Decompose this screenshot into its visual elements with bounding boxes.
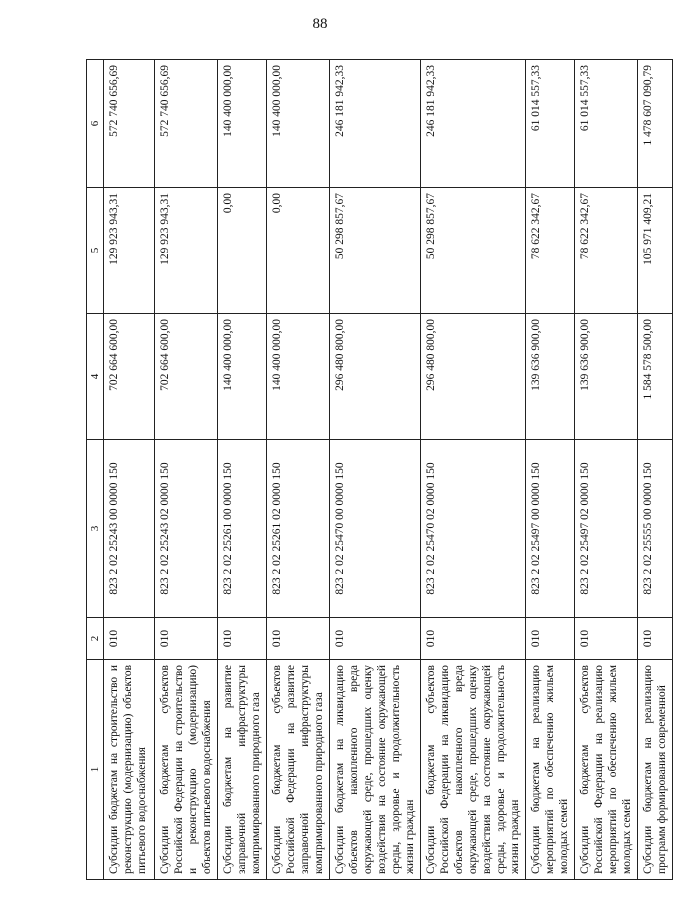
row-plan-amount: 139 636 900,00 <box>526 314 575 440</box>
row-budget-code: 823 2 02 25470 00 0000 150 <box>330 440 421 618</box>
row-plan-amount: 702 664 600,00 <box>104 314 155 440</box>
row-remaining-amount: 1 478 607 090,79 <box>638 60 673 188</box>
row-plan-amount: 140 400 000,00 <box>218 314 267 440</box>
row-admin-code: 010 <box>526 618 575 660</box>
row-remaining-amount: 572 740 656,69 <box>155 60 218 188</box>
row-budget-code: 823 2 02 25497 02 0000 150 <box>575 440 638 618</box>
header-col-1: 1 <box>87 660 104 880</box>
table-row <box>526 60 575 880</box>
header-col-4: 4 <box>87 314 104 440</box>
table-row <box>267 60 330 880</box>
row-remaining-amount: 140 400 000,00 <box>267 60 330 188</box>
row-name: Субсидии бюджетам на строительство и реконструкцию (модернизацию) объектов питьевого водоснабжения <box>104 660 155 880</box>
table-row <box>218 60 267 880</box>
row-name: Субсидии бюджетам субъектов Российской Федерации на реализацию мероприятий по обеспечению жильем молодых семей <box>575 660 638 880</box>
row-name: Субсидии бюджетам субъектов Российской Федерации на развитие заправочной инфраструктуры компримированного природного газа <box>267 660 330 880</box>
row-remaining-amount: 246 181 942,33 <box>421 60 526 188</box>
table-row <box>155 60 218 880</box>
row-name: Субсидии бюджетам на реализацию мероприятий по обеспечению жильем молодых семей <box>526 660 575 880</box>
row-plan-amount: 1 584 578 500,00 <box>638 314 673 440</box>
header-col-5: 5 <box>87 188 104 314</box>
row-name: Субсидии бюджетам субъектов Российской Федерации на ликвидацию объектов накопленного вреда окружающей среде, прошедших оценку воздействия на состояние окружающей среды, здоровье и продолжительность жизни граждан <box>421 660 526 880</box>
header-col-2: 2 <box>87 618 104 660</box>
row-remaining-amount: 61 014 557,33 <box>526 60 575 188</box>
table-row <box>421 60 526 880</box>
row-executed-amount: 129 923 943,31 <box>155 188 218 314</box>
budget-subsidies-table <box>86 59 673 880</box>
row-name: Субсидии бюджетам субъектов Российской Федерации на строительство и реконструкцию (модернизацию) объектов питьевого водоснабжения <box>155 660 218 880</box>
row-admin-code: 010 <box>155 618 218 660</box>
row-plan-amount: 296 480 800,00 <box>421 314 526 440</box>
row-plan-amount: 140 400 000,00 <box>267 314 330 440</box>
row-executed-amount: 78 622 342,67 <box>575 188 638 314</box>
table-row <box>575 60 638 880</box>
table-header-row <box>87 60 104 880</box>
row-budget-code: 823 2 02 25243 02 0000 150 <box>155 440 218 618</box>
row-executed-amount: 0,00 <box>267 188 330 314</box>
row-admin-code: 010 <box>218 618 267 660</box>
row-budget-code: 823 2 02 25470 02 0000 150 <box>421 440 526 618</box>
row-name: Субсидии бюджетам на реализацию программ формирования современной <box>638 660 673 880</box>
row-budget-code: 823 2 02 25261 02 0000 150 <box>267 440 330 618</box>
row-name: Субсидии бюджетам на развитие заправочной инфраструктуры компримированного природного газа <box>218 660 267 880</box>
row-plan-amount: 702 664 600,00 <box>155 314 218 440</box>
row-remaining-amount: 246 181 942,33 <box>330 60 421 188</box>
rotated-table-frame <box>86 60 668 880</box>
table-row <box>104 60 155 880</box>
row-admin-code: 010 <box>421 618 526 660</box>
row-budget-code: 823 2 02 25555 00 0000 150 <box>638 440 673 618</box>
table-row <box>638 60 673 880</box>
row-remaining-amount: 61 014 557,33 <box>575 60 638 188</box>
table-row <box>330 60 421 880</box>
row-budget-code: 823 2 02 25261 00 0000 150 <box>218 440 267 618</box>
row-admin-code: 010 <box>104 618 155 660</box>
row-plan-amount: 139 636 900,00 <box>575 314 638 440</box>
row-executed-amount: 105 971 409,21 <box>638 188 673 314</box>
header-col-3: 3 <box>87 440 104 618</box>
row-executed-amount: 50 298 857,67 <box>330 188 421 314</box>
row-admin-code: 010 <box>267 618 330 660</box>
row-remaining-amount: 140 400 000,00 <box>218 60 267 188</box>
row-executed-amount: 78 622 342,67 <box>526 188 575 314</box>
row-plan-amount: 296 480 800,00 <box>330 314 421 440</box>
row-executed-amount: 0,00 <box>218 188 267 314</box>
page-number: 88 <box>312 16 328 32</box>
row-executed-amount: 50 298 857,67 <box>421 188 526 314</box>
rotated-table-container <box>86 60 668 880</box>
row-admin-code: 010 <box>330 618 421 660</box>
row-budget-code: 823 2 02 25243 00 0000 150 <box>104 440 155 618</box>
row-remaining-amount: 572 740 656,69 <box>104 60 155 188</box>
row-executed-amount: 129 923 943,31 <box>104 188 155 314</box>
row-budget-code: 823 2 02 25497 00 0000 150 <box>526 440 575 618</box>
row-name: Субсидии бюджетам на ликвидацию объектов накопленного вреда окружающей среде, прошедших оценку воздействия на состояние окружающей среды, здоровье и продолжительность жизни граждан <box>330 660 421 880</box>
row-admin-code: 010 <box>638 618 673 660</box>
row-admin-code: 010 <box>575 618 638 660</box>
header-col-6: 6 <box>87 60 104 188</box>
